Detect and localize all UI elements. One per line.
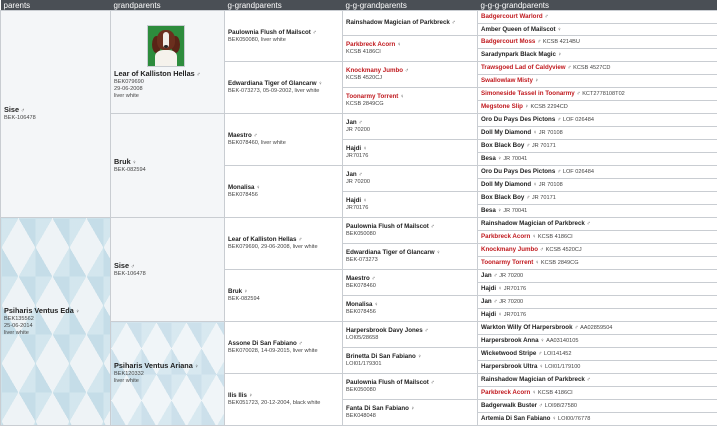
g-g-g-grandparent-name-link[interactable]: Jan: [481, 298, 492, 305]
header-grandparents: grandparents: [111, 0, 225, 11]
registration-info: LOI01/179100: [545, 364, 580, 370]
sex-symbol: ♂: [544, 14, 548, 20]
registration-info: JR 70200: [346, 127, 370, 133]
g-g-g-grandparent-cell: [478, 218, 717, 231]
sex-symbol: ♂: [576, 91, 580, 97]
g-g-g-grandparent-name-link[interactable]: Rainshadow Magician of Parkbreck: [481, 220, 585, 227]
g-g-g-grandparent-name-link[interactable]: Artemia Di San Fabiano: [481, 415, 550, 422]
g-g-grandparent-cell: [343, 348, 478, 374]
g-g-grandparent-cell: [343, 400, 478, 426]
g-g-grandparent-name-link[interactable]: Hajdi: [346, 197, 361, 204]
sex-symbol: ♂: [452, 20, 456, 26]
registration-info: KCT2778108T02: [582, 91, 625, 97]
registration-info: JR 70171: [532, 195, 556, 201]
grandparent-cell: [111, 114, 225, 218]
registration-info: JR 70171: [532, 143, 556, 149]
g-g-grandparent-cell: [343, 11, 478, 36]
sex-symbol: ♀: [535, 260, 539, 266]
grandparent-cell: [111, 322, 225, 426]
g-g-g-grandparent-cell: [478, 231, 717, 244]
pedigree-row: [1, 218, 717, 231]
sex-symbol: ♂: [253, 133, 257, 139]
pedigree-body: [1, 11, 717, 426]
g-g-g-grandparent-name-link[interactable]: Amber Queen of Mailscot: [481, 26, 556, 33]
registration-info: BEK120332: [114, 371, 144, 377]
sex-symbol: ♀: [557, 27, 561, 33]
pedigree-row: [1, 11, 717, 24]
g-g-g-grandparent-name-link[interactable]: Knockmany Jumbo: [481, 246, 538, 253]
registration-info: BEK078456: [228, 192, 258, 198]
registration-info: BEK050080: [346, 387, 376, 393]
g-g-g-grandparent-cell: [478, 140, 717, 153]
g-g-g-grandparent-name-link[interactable]: Rainshadow Magician of Parkbreck: [481, 376, 585, 383]
g-g-g-grandparent-name-link[interactable]: Parkbreck Acorn: [481, 233, 530, 240]
g-g-g-grandparent-cell: [478, 257, 717, 270]
dog-photo: [147, 25, 185, 67]
sex-symbol: ♂: [526, 195, 530, 201]
g-g-g-grandparent-name-link[interactable]: Hajdi: [481, 311, 496, 318]
g-g-g-grandparent-cell: [478, 114, 717, 127]
g-g-g-grandparent-name-link[interactable]: Badgercourt Moss: [481, 38, 535, 45]
sex-symbol: ♂: [424, 328, 428, 334]
g-grandparent-name-link[interactable]: Lear of Kalliston Hellas: [228, 236, 296, 243]
g-g-g-grandparent-cell: [478, 361, 717, 374]
g-g-grandparent-cell: [343, 166, 478, 192]
grandparent-cell: [111, 11, 225, 114]
g-g-g-grandparent-cell: [478, 374, 717, 387]
registration-info: JR 70108: [539, 182, 563, 188]
header-g-grandparents: g-grandparents: [225, 0, 343, 11]
g-grandparent-cell: [225, 114, 343, 166]
registration-info: JR 70200: [346, 179, 370, 185]
sex-symbol: ♀: [132, 160, 136, 166]
g-g-g-grandparent-name-link[interactable]: Parkbreck Acorn: [481, 389, 530, 396]
g-g-g-grandparent-cell: [478, 49, 717, 62]
registration-info: LOI00/76778: [558, 416, 590, 422]
g-g-grandparent-cell: [343, 270, 478, 296]
sex-symbol: ♀: [540, 338, 544, 344]
sex-symbol: ♂: [313, 30, 317, 36]
registration-info: BEK079690: [114, 79, 144, 85]
sex-symbol: ♀: [75, 309, 79, 315]
g-g-grandparent-name-link[interactable]: Toonarmy Torrent: [346, 93, 398, 100]
g-g-g-grandparent-cell: [478, 192, 717, 205]
g-grandparent-cell: [225, 322, 343, 374]
sex-symbol: ♀: [417, 354, 421, 360]
header-parents: parents: [1, 0, 111, 11]
registration-info: BEK078456: [346, 309, 376, 315]
g-g-g-grandparent-cell: [478, 270, 717, 283]
g-g-g-grandparent-name-link[interactable]: Saradynpark Black Magic: [481, 51, 556, 58]
dog-nose: [164, 45, 168, 48]
sex-symbol: ♂: [371, 276, 375, 282]
g-g-grandparent-name-link[interactable]: Fanta Di San Fabiano: [346, 405, 409, 412]
registration-info: JR 70200: [499, 273, 523, 279]
g-g-grandparent-name-link[interactable]: Paulownia Flush of Mailscot: [346, 223, 429, 230]
sex-symbol: ♂: [21, 108, 25, 114]
g-g-g-grandparent-cell: [478, 24, 717, 36]
sex-symbol: ♀: [498, 286, 502, 292]
g-grandparent-cell: [225, 11, 343, 62]
sex-symbol: ♀: [411, 406, 415, 412]
sex-symbol: ♂: [574, 325, 578, 331]
sex-symbol: ♂: [587, 377, 591, 383]
sex-symbol: ♂: [526, 143, 530, 149]
registration-info: BEK078460: [346, 283, 376, 289]
g-g-grandparent-cell: [343, 88, 478, 114]
g-g-grandparent-cell: [343, 62, 478, 88]
registration-info: BEK135562: [4, 316, 34, 322]
g-g-g-grandparent-cell: [478, 101, 717, 114]
registration-info: BEK079690, 29-06-2008, liver white: [228, 244, 318, 250]
sex-symbol: ♂: [539, 403, 543, 409]
g-g-g-grandparent-cell: [478, 244, 717, 257]
g-g-g-grandparent-cell: [478, 36, 717, 49]
registration-info: BEK051723, 20-12-2004, black white: [228, 400, 320, 406]
registration-info: AA03140105: [546, 338, 578, 344]
g-g-g-grandparent-cell: [478, 166, 717, 179]
g-g-g-grandparent-name-link[interactable]: Doll My Diamond: [481, 129, 531, 136]
parent-cell: [1, 11, 111, 218]
sex-symbol: ♀: [533, 182, 537, 188]
sex-symbol: ♀: [249, 393, 253, 399]
g-g-g-grandparent-name-link[interactable]: Doll My Diamond: [481, 181, 531, 188]
sex-symbol: ♀: [363, 146, 367, 152]
g-g-g-grandparent-name-link[interactable]: Megstone Slip: [481, 103, 523, 110]
g-g-grandparent-cell: [343, 36, 478, 62]
g-g-grandparent-cell: [343, 322, 478, 348]
g-g-g-grandparent-name-link[interactable]: Trawsgoed Lad of Caldyview: [481, 64, 566, 71]
registration-info: BEK-106478: [114, 271, 146, 277]
g-g-g-grandparent-name-link[interactable]: Hajdi: [481, 285, 496, 292]
registration-info: BEK078460, liver white: [228, 140, 286, 146]
sex-symbol: ♂: [537, 39, 541, 45]
g-g-grandparent-cell: [343, 296, 478, 322]
sex-symbol: ♀: [525, 104, 529, 110]
g-g-grandparent-name-link[interactable]: Jan: [346, 171, 357, 178]
header-row: [1, 0, 717, 11]
g-g-g-grandparent-name-link[interactable]: Toonarmy Torrent: [481, 259, 533, 266]
g-g-grandparent-name-link[interactable]: Monalisa: [346, 301, 372, 308]
g-grandparent-cell: [225, 218, 343, 270]
sex-symbol: ♀: [374, 302, 378, 308]
g-g-grandparent-name-link[interactable]: Maestro: [346, 275, 370, 282]
registration-info: 29-06-2008: [114, 86, 143, 92]
parent-cell: [1, 218, 111, 426]
g-g-grandparent-cell: [343, 218, 478, 244]
sex-symbol: ♀: [497, 208, 501, 214]
sex-symbol: ♂: [196, 72, 200, 78]
g-g-g-grandparent-name-link[interactable]: Oro Du Pays Des Pictons: [481, 168, 555, 175]
sex-symbol: ♂: [358, 120, 362, 126]
g-g-g-grandparent-name-link[interactable]: Wicketwood Stripe: [481, 350, 536, 357]
g-g-g-grandparent-cell: [478, 400, 717, 413]
registration-info: JR 70041: [503, 156, 527, 162]
registration-info: BEK-082594: [114, 167, 146, 173]
g-g-g-grandparent-cell: [478, 413, 717, 426]
g-g-grandparent-name-link[interactable]: Hajdi: [346, 145, 361, 152]
g-g-grandparent-cell: [343, 114, 478, 140]
grandparent-name-link[interactable]: Bruk: [114, 157, 131, 166]
g-grandparent-name-link[interactable]: Assone Di San Fabiano: [228, 340, 297, 347]
registration-info: LOI141452: [544, 351, 572, 357]
parent-name-link[interactable]: Sise: [4, 105, 19, 114]
g-g-grandparent-name-link[interactable]: Brinetta Di San Fabiano: [346, 353, 416, 360]
header-g-g-g-grandparents: g-g-g-grandparents: [478, 0, 717, 11]
g-g-g-grandparent-name-link[interactable]: Swallowlaw Misty: [481, 77, 533, 84]
sex-symbol: ♀: [244, 289, 248, 295]
g-grandparent-cell: [225, 374, 343, 426]
g-g-g-grandparent-cell: [478, 127, 717, 140]
g-g-grandparent-cell: [343, 140, 478, 166]
g-grandparent-cell: [225, 166, 343, 218]
registration-info: KCSB 4186CI: [538, 390, 573, 396]
g-g-g-grandparent-cell: [478, 62, 717, 75]
registration-info: LOI01/179301: [346, 361, 381, 367]
g-g-g-grandparent-name-link[interactable]: Warkton Willy Of Harpersbrook: [481, 324, 573, 331]
g-grandparent-name-link[interactable]: Maestro: [228, 132, 252, 139]
sex-symbol: ♂: [131, 264, 135, 270]
g-grandparent-name-link[interactable]: Ilis Ilis: [228, 392, 247, 399]
sex-symbol: ♀: [552, 416, 556, 422]
registration-info: KCSB 4520CJ: [346, 75, 382, 81]
g-g-g-grandparent-cell: [478, 348, 717, 361]
sex-symbol: ♀: [436, 250, 440, 256]
registration-info: JR 70200: [499, 299, 523, 305]
header-g-g-grandparents: g-g-grandparents: [343, 0, 478, 11]
g-g-grandparent-cell: [343, 374, 478, 400]
registration-info: liver white: [114, 93, 139, 99]
parent-name-link[interactable]: Psiharis Ventus Eda: [4, 306, 74, 315]
sex-symbol: ♀: [535, 78, 539, 84]
grandparent-name-link[interactable]: Lear of Kalliston Hellas: [114, 69, 195, 78]
g-grandparent-name-link[interactable]: Bruk: [228, 288, 242, 295]
registration-info: JR70176: [504, 286, 526, 292]
registration-info: JR70176: [346, 153, 368, 159]
sex-symbol: ♀: [194, 364, 198, 370]
registration-info: BEK-073273: [346, 257, 378, 263]
sex-symbol: ♂: [493, 273, 497, 279]
registration-info: BEK-106478: [4, 115, 36, 121]
registration-info: KCSB 2849CG: [346, 101, 384, 107]
registration-info: KCSB 4186CI: [346, 49, 381, 55]
sex-symbol: ♂: [587, 221, 591, 227]
sex-symbol: ♂: [567, 65, 571, 71]
registration-info: 25-06-2014: [4, 323, 33, 329]
sex-symbol: ♂: [298, 237, 302, 243]
registration-info: KCSB 4520CJ: [546, 247, 582, 253]
registration-info: BEK070028, 14-09-2015, liver white: [228, 348, 318, 354]
g-g-grandparent-name-link[interactable]: Harpersbrook Davy Jones: [346, 327, 423, 334]
registration-info: BEK050080, liver white: [228, 37, 286, 43]
registration-info: JR70176: [504, 312, 526, 318]
g-grandparent-name-link[interactable]: Edwardiana Tiger of Glancarw: [228, 80, 317, 87]
sex-symbol: ♀: [558, 52, 562, 58]
sex-symbol: ♀: [532, 234, 536, 240]
registration-info: liver white: [4, 330, 29, 336]
registration-info: KCSB 4214BU: [543, 39, 580, 45]
g-g-g-grandparent-cell: [478, 283, 717, 296]
sex-symbol: ♂: [557, 169, 561, 175]
sex-symbol: ♂: [540, 247, 544, 253]
g-g-g-grandparent-cell: [478, 179, 717, 192]
g-g-grandparent-cell: [343, 192, 478, 218]
registration-info: BEK-073273, 05-09-2002, liver white: [228, 88, 319, 94]
g-grandparent-cell: [225, 270, 343, 322]
sex-symbol: ♂: [538, 351, 542, 357]
sex-symbol: ♂: [358, 172, 362, 178]
registration-info: BEK048048: [346, 413, 376, 419]
sex-symbol: ♂: [557, 117, 561, 123]
registration-info: BEK050080: [346, 231, 376, 237]
g-g-g-grandparent-name-link[interactable]: Besa: [481, 207, 496, 214]
registration-info: JR 70041: [503, 208, 527, 214]
sex-symbol: ♀: [498, 312, 502, 318]
sex-symbol: ♂: [405, 68, 409, 74]
registration-info: LOI98/27580: [545, 403, 577, 409]
g-g-g-grandparent-name-link[interactable]: Oro Du Pays Des Pictons: [481, 116, 555, 123]
g-g-g-grandparent-cell: [478, 322, 717, 335]
g-grandparent-name-link[interactable]: Paulownia Flush of Mailscot: [228, 29, 311, 36]
registration-info: LOF 026484: [563, 117, 594, 123]
sex-symbol: ♂: [431, 380, 435, 386]
g-g-g-grandparent-name-link[interactable]: Jan: [481, 272, 492, 279]
sex-symbol: ♂: [493, 299, 497, 305]
sex-symbol: ♀: [363, 198, 367, 204]
sex-symbol: ♀: [539, 364, 543, 370]
sex-symbol: ♀: [533, 130, 537, 136]
g-g-g-grandparent-name-link[interactable]: Box Black Boy: [481, 194, 524, 201]
g-g-grandparent-name-link[interactable]: Rainshadow Magician of Parkbreck: [346, 19, 450, 26]
g-g-grandparent-name-link[interactable]: Knockmany Jumbo: [346, 67, 403, 74]
g-g-grandparent-name-link[interactable]: Edwardiana Tiger of Glancarw: [346, 249, 435, 256]
registration-info: JR 70108: [539, 130, 563, 136]
g-g-g-grandparent-cell: [478, 335, 717, 348]
sex-symbol: ♀: [400, 94, 404, 100]
sex-symbol: ♀: [318, 81, 322, 87]
g-g-g-grandparent-cell: [478, 88, 717, 101]
g-g-grandparent-cell: [343, 244, 478, 270]
registration-info: liver white: [114, 378, 139, 384]
g-g-g-grandparent-cell: [478, 75, 717, 88]
sex-symbol: ♂: [431, 224, 435, 230]
registration-info: KCSB 2294CD: [531, 104, 568, 110]
g-g-g-grandparent-name-link[interactable]: Harpersbrook Ultra: [481, 363, 537, 370]
g-g-g-grandparent-cell: [478, 387, 717, 400]
g-g-g-grandparent-cell: [478, 309, 717, 322]
registration-info: AA02859504: [580, 325, 612, 331]
registration-info: BEK-082594: [228, 296, 260, 302]
registration-info: KCSB 2849CG: [541, 260, 579, 266]
registration-info: KCSB 4527CD: [573, 65, 610, 71]
g-g-g-grandparent-name-link[interactable]: Box Black Boy: [481, 142, 524, 149]
g-g-g-grandparent-cell: [478, 296, 717, 309]
registration-info: KCSB 4186CI: [538, 234, 573, 240]
g-g-g-grandparent-name-link[interactable]: Simoneside Tassel in Toonarmy: [481, 90, 575, 97]
g-g-g-grandparent-name-link[interactable]: Harpersbrook Anna: [481, 337, 539, 344]
sex-symbol: ♂: [298, 341, 302, 347]
registration-info: LOF 026484: [563, 169, 594, 175]
dog-chest: [155, 50, 177, 66]
grandparent-cell: [111, 218, 225, 322]
grandparent-name-link[interactable]: Sise: [114, 261, 129, 270]
g-g-g-grandparent-name-link[interactable]: Besa: [481, 155, 496, 162]
g-grandparent-name-link[interactable]: Monalisa: [228, 184, 254, 191]
g-g-g-grandparent-cell: [478, 11, 717, 24]
g-g-grandparent-name-link[interactable]: Parkbreck Acorn: [346, 41, 395, 48]
g-g-grandparent-name-link[interactable]: Paulownia Flush of Mailscot: [346, 379, 429, 386]
g-g-g-grandparent-name-link[interactable]: Badgercourt Warlord: [481, 13, 543, 20]
g-g-g-grandparent-cell: [478, 205, 717, 218]
sex-symbol: ♀: [397, 42, 401, 48]
g-g-g-grandparent-name-link[interactable]: Badgerwalk Buster: [481, 402, 537, 409]
registration-info: LOI05/28658: [346, 335, 378, 341]
sex-symbol: ♀: [256, 185, 260, 191]
registration-info: JR70176: [346, 205, 368, 211]
g-g-g-grandparent-cell: [478, 153, 717, 166]
g-grandparent-cell: [225, 62, 343, 114]
g-g-grandparent-name-link[interactable]: Jan: [346, 119, 357, 126]
grandparent-name-link[interactable]: Psiharis Ventus Ariana: [114, 361, 193, 370]
sex-symbol: ♀: [532, 390, 536, 396]
sex-symbol: ♀: [497, 156, 501, 162]
